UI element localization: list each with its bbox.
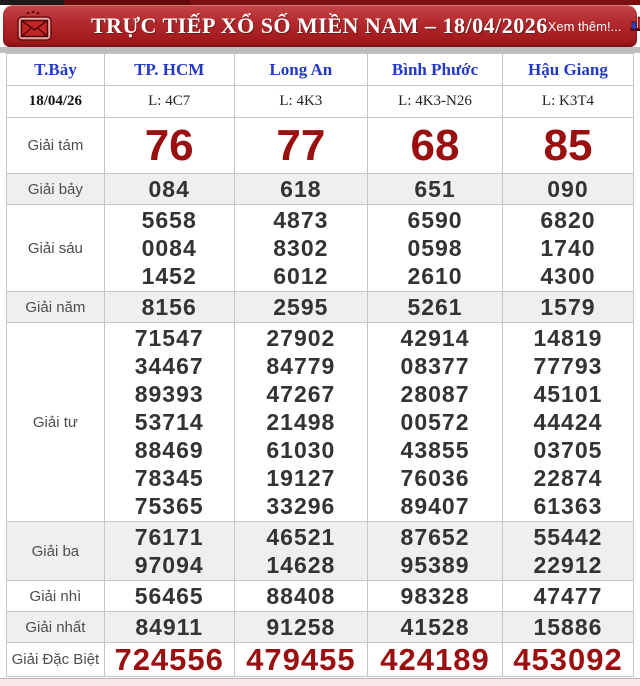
prize-cell: [368, 292, 503, 323]
prize-number: 22912: [533, 552, 603, 578]
prize-number: 44424: [533, 409, 603, 435]
prize-number: 21498: [266, 409, 336, 435]
prize-cell: [502, 643, 633, 677]
prize-row: [7, 612, 634, 643]
prize-number: 19127: [266, 465, 336, 491]
lottery-header-bar: [3, 5, 637, 47]
prize-cell: [104, 205, 234, 292]
column-header-day[interactable]: T.Bảy: [7, 54, 105, 86]
prize-cell: [104, 581, 234, 612]
prize-number: 87652: [400, 524, 470, 550]
prize-cell: [368, 612, 503, 643]
prize-number: 424189: [380, 642, 490, 677]
prize-number: 2610: [407, 263, 463, 289]
prize-label: Giải Đặc Biệt: [7, 643, 105, 677]
prize-number: 8302: [273, 235, 329, 261]
results-body: [7, 86, 634, 677]
next-block-strip: [0, 678, 640, 686]
prize-label: Giải bảy: [7, 174, 105, 205]
prize-row: [7, 205, 634, 292]
prize-number: 88469: [134, 437, 204, 463]
prize-number: 6590: [407, 207, 463, 233]
prize-number: 75365: [134, 493, 204, 519]
station-code: L: K3T4: [502, 86, 633, 118]
prize-row: [7, 643, 634, 677]
prize-number: 55442: [533, 524, 603, 550]
prize-number: 651: [414, 176, 456, 202]
prize-number: 53714: [134, 409, 204, 435]
prize-number: 2595: [273, 294, 329, 320]
prize-number: 14628: [266, 552, 336, 578]
prize-number: 1452: [141, 263, 197, 289]
prize-number: 0084: [141, 235, 197, 261]
prize-number: 08377: [400, 353, 470, 379]
prize-number: 6820: [540, 207, 596, 233]
prize-number: 084: [148, 176, 190, 202]
date-row: [7, 86, 634, 118]
prize-cell: [502, 292, 633, 323]
column-header-hau-giang[interactable]: Hậu Giang: [502, 54, 633, 86]
see-more-link[interactable]: Xem thêm!...: [547, 18, 622, 34]
prize-number: 479455: [246, 642, 356, 677]
prize-row: [7, 522, 634, 581]
prize-label: Giải năm: [7, 292, 105, 323]
station-code: L: 4K3-N26: [368, 86, 503, 118]
prize-cell: [234, 205, 368, 292]
column-header-row: [7, 54, 634, 86]
prize-label: Giải nhì: [7, 581, 105, 612]
prize-row: [7, 323, 634, 522]
prize-number: 71547: [134, 325, 204, 351]
prize-cell: [234, 174, 368, 205]
station-code: L: 4C7: [104, 86, 234, 118]
prize-cell: [234, 292, 368, 323]
prize-number: 97094: [134, 552, 204, 578]
prize-number: 090: [547, 176, 589, 202]
prize-row: [7, 292, 634, 323]
prize-number: 0598: [407, 235, 463, 261]
prize-label: Giải tư: [7, 323, 105, 522]
prize-cell: [502, 174, 633, 205]
prize-number: 34467: [134, 353, 204, 379]
prize-number: 84911: [135, 614, 204, 640]
prize-number: 27902: [266, 325, 336, 351]
prize-number: 84779: [266, 353, 336, 379]
envelope-icon: [17, 10, 53, 42]
prize-number: 46521: [266, 524, 336, 550]
prize-cell: [502, 118, 633, 174]
prize-number: 78345: [134, 465, 204, 491]
column-header-binh-phuoc[interactable]: Bình Phước: [368, 54, 503, 86]
prize-number: 8156: [141, 294, 197, 320]
draw-date: 18/04/26: [7, 86, 105, 118]
prize-cell: [502, 522, 633, 581]
prize-number: 453092: [513, 642, 623, 677]
prize-row: [7, 174, 634, 205]
prize-number: 41528: [400, 614, 470, 640]
prize-cell: [234, 643, 368, 677]
prize-row: [7, 118, 634, 174]
prize-number: 22874: [533, 465, 603, 491]
prize-number: 724556: [114, 642, 224, 677]
prize-row: [7, 581, 634, 612]
prize-number: 28087: [400, 381, 470, 407]
prize-cell: [104, 643, 234, 677]
prize-cell: [368, 323, 503, 522]
prize-cell: [368, 522, 503, 581]
prize-number: 98328: [400, 583, 470, 609]
prize-number: 4300: [540, 263, 596, 289]
station-code: L: 4K3: [234, 86, 368, 118]
prize-number: 14819: [533, 325, 603, 351]
prize-number: 5261: [407, 294, 463, 320]
prize-cell: [104, 522, 234, 581]
prize-cell: [104, 292, 234, 323]
prize-number: 618: [280, 176, 322, 202]
prize-number: 03705: [533, 437, 603, 463]
bar-chart-icon: [628, 15, 640, 38]
prize-number: 1579: [540, 294, 596, 320]
prize-label: Giải nhất: [7, 612, 105, 643]
prize-number: 15886: [533, 614, 603, 640]
prize-cell: [502, 205, 633, 292]
prize-number: 76036: [400, 465, 470, 491]
prize-number: 91258: [266, 614, 336, 640]
prize-number: 6012: [273, 263, 329, 289]
prize-number: 00572: [400, 409, 470, 435]
prize-number: 77: [276, 121, 326, 170]
prize-cell: [368, 174, 503, 205]
prize-cell: [234, 118, 368, 174]
prize-label: Giải ba: [7, 522, 105, 581]
prize-cell: [104, 174, 234, 205]
lottery-results-table: [6, 53, 634, 677]
prize-number: 4873: [273, 207, 329, 233]
prize-number: 42914: [400, 325, 470, 351]
prize-number: 56465: [134, 583, 204, 609]
prize-cell: [234, 522, 368, 581]
prize-label: Giải tám: [7, 118, 105, 174]
prize-number: 77793: [533, 353, 603, 379]
prize-number: 47477: [533, 583, 603, 609]
prize-number: 33296: [266, 493, 336, 519]
prize-cell: [368, 643, 503, 677]
prize-label: Giải sáu: [7, 205, 105, 292]
column-header-tphcm[interactable]: TP. HCM: [104, 54, 234, 86]
prize-cell: [234, 612, 368, 643]
prize-number: 1740: [540, 235, 596, 261]
prize-number: 95389: [400, 552, 470, 578]
prize-cell: [368, 205, 503, 292]
prize-number: 76: [144, 121, 194, 170]
prize-number: 47267: [266, 381, 336, 407]
prize-number: 76171: [134, 524, 204, 550]
prize-number: 88408: [266, 583, 336, 609]
prize-cell: [104, 118, 234, 174]
prize-cell: [234, 581, 368, 612]
prize-number: 68: [410, 121, 460, 170]
prize-number: 85: [543, 121, 593, 170]
prize-number: 43855: [400, 437, 470, 463]
prize-cell: [502, 323, 633, 522]
column-header-long-an[interactable]: Long An: [234, 54, 368, 86]
prize-number: 61363: [533, 493, 603, 519]
prize-number: 5658: [141, 207, 197, 233]
prize-number: 61030: [266, 437, 336, 463]
prize-cell: [502, 612, 633, 643]
prize-number: 45101: [533, 381, 603, 407]
prize-cell: [234, 323, 368, 522]
prize-cell: [104, 612, 234, 643]
page-title: TRỰC TIẾP XỔ SỐ MIỀN NAM – 18/04/2026: [91, 13, 548, 38]
prize-cell: [368, 581, 503, 612]
prize-cell: [104, 323, 234, 522]
prize-cell: [368, 118, 503, 174]
prize-number: 89393: [134, 381, 204, 407]
prize-cell: [502, 581, 633, 612]
prize-number: 89407: [400, 493, 470, 519]
